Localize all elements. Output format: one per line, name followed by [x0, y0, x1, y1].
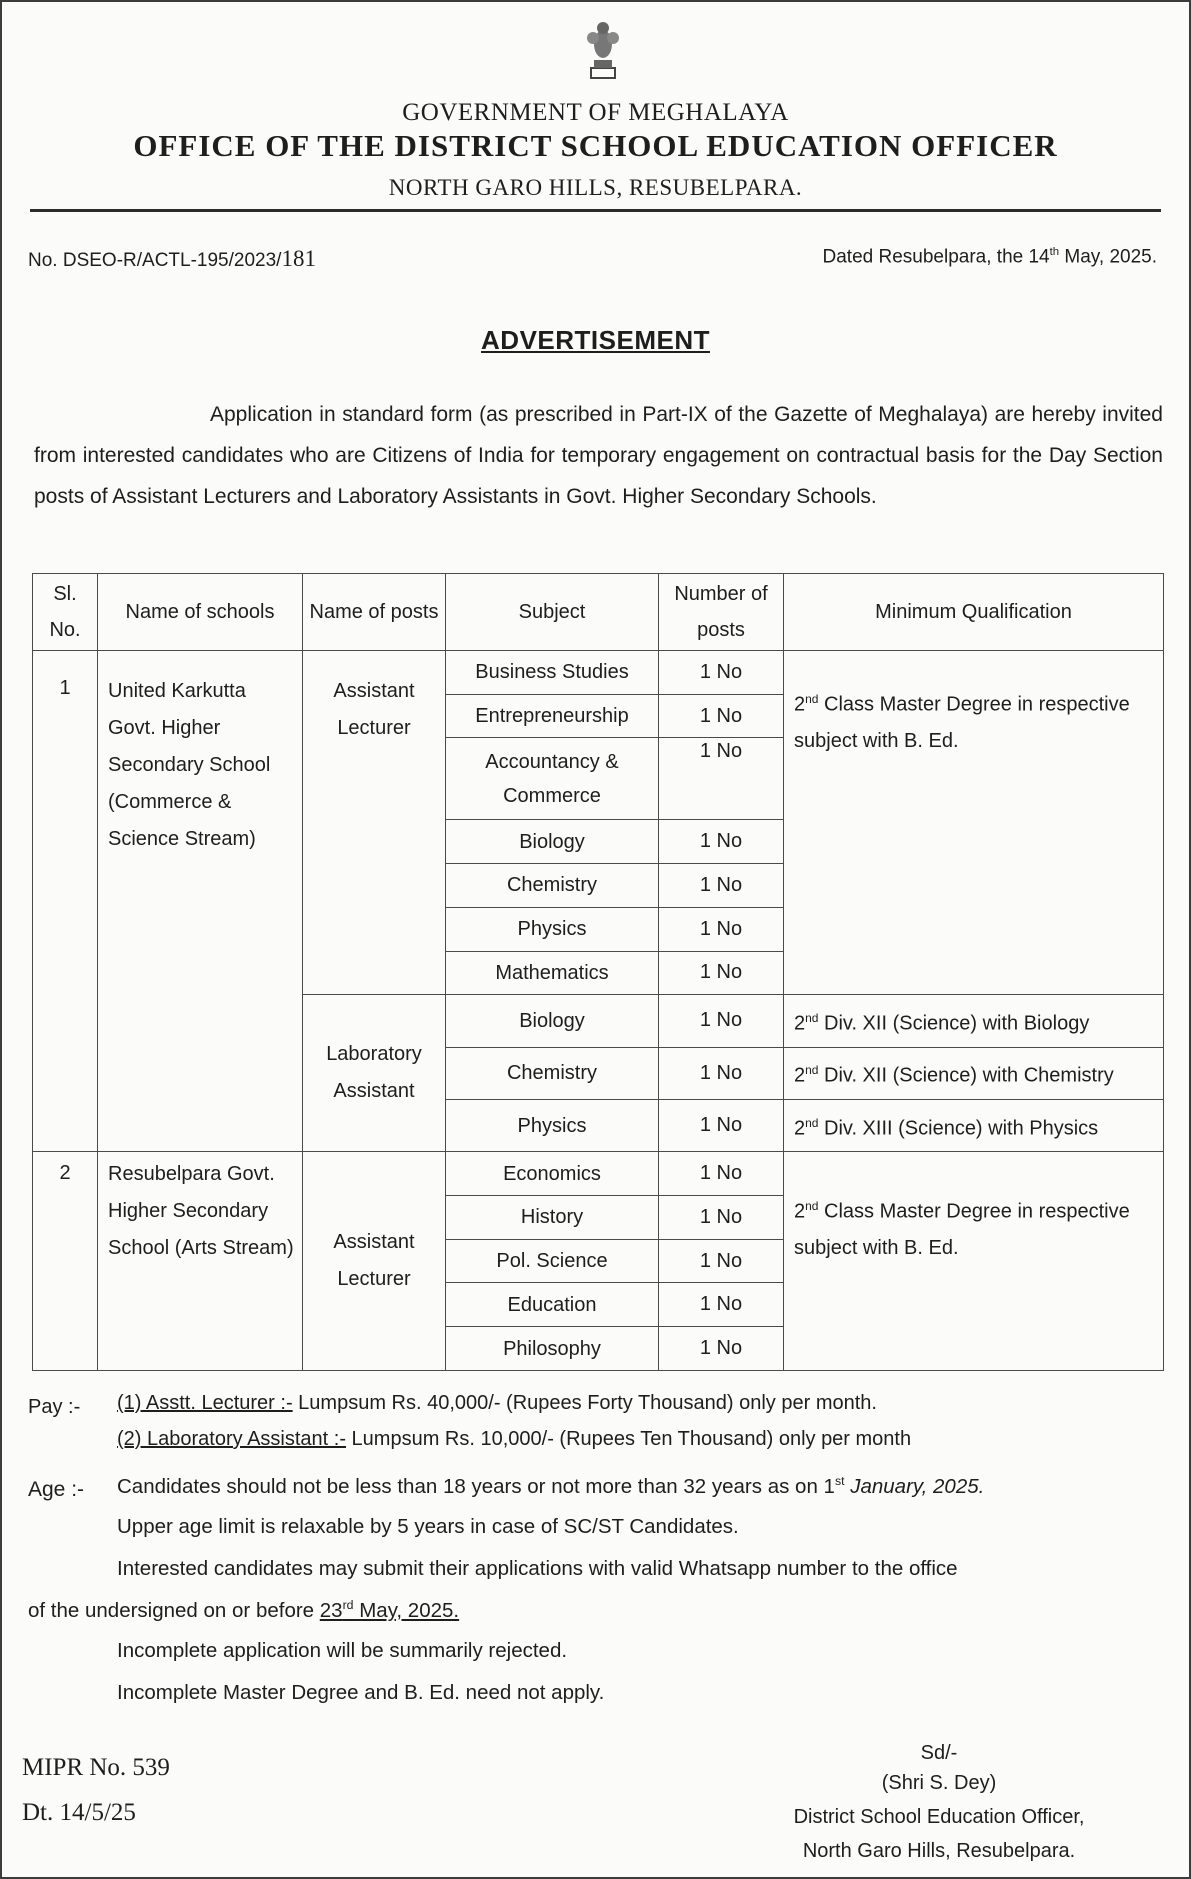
qual-sup: nd — [805, 1063, 819, 1078]
subject-cell: Mathematics — [446, 951, 659, 995]
dated-line — [823, 246, 1157, 268]
header-rule — [30, 209, 1161, 212]
age-line-2: Upper age limit is relaxable by 5 years in case of SC/ST Candidates. — [117, 1515, 739, 1538]
header-sl: Sl. No. — [33, 574, 98, 651]
age-label: Age :- — [28, 1478, 85, 1501]
advertisement-title: ADVERTISEMENT — [481, 325, 710, 355]
subject-cell: History — [446, 1195, 659, 1239]
mipr-date: Dt. 14/5/25 — [22, 1799, 136, 1826]
qual-text: Class Master Degree in respective subject with B. Ed. — [794, 693, 1130, 752]
school-2-post-assistant-lecturer: Assistant Lecturer — [303, 1152, 446, 1371]
age-line-4 — [28, 1598, 459, 1623]
qual-pre: 2 — [794, 693, 806, 716]
count-cell: 1 No — [659, 995, 784, 1047]
subject-cell: Entrepreneurship — [446, 694, 659, 738]
qualification-cell — [784, 1047, 1164, 1099]
qual-sup: nd — [805, 692, 819, 706]
signature-designation: District School Education Officer, — [793, 1806, 1085, 1828]
count-cell: 1 No — [659, 864, 784, 908]
government-name: GOVERNMENT OF MEGHALAYA — [402, 99, 789, 126]
signature-name: (Shri S. Dey) — [881, 1772, 997, 1794]
header-subject: Subject — [446, 574, 659, 651]
qual-pre: 2 — [794, 1200, 806, 1223]
school-1-sl: 1 — [33, 651, 98, 1152]
subject-cell: Chemistry — [446, 1047, 659, 1099]
count-cell: 1 No — [659, 694, 784, 738]
qual-pre: 2 — [794, 1117, 806, 1140]
subject-cell: Accountancy & Commerce — [446, 738, 659, 820]
subject-cell: Biology — [446, 820, 659, 864]
header-qualification: Minimum Qualification — [784, 574, 1164, 651]
count-cell: 1 No — [659, 1239, 784, 1283]
deadline-date-pre: 23 — [319, 1598, 343, 1622]
table-row — [33, 1152, 1164, 1196]
deadline-date — [320, 1599, 459, 1622]
school-1-post-lab-assistant: Laboratory Assistant — [303, 995, 446, 1152]
school-2-lecturer-qualification — [784, 1152, 1164, 1371]
subject-cell: Physics — [446, 1099, 659, 1151]
age-line1-sup: st — [834, 1474, 845, 1488]
pay-line-lab-assistant — [117, 1428, 911, 1451]
count-cell: 1 No — [659, 907, 784, 951]
count-cell: 1 No — [659, 1047, 784, 1099]
age-line4-pre: of the undersigned on or before — [28, 1598, 320, 1622]
mipr-number: MIPR No. 539 — [22, 1754, 170, 1781]
count-cell: 1 No — [659, 738, 784, 820]
count-cell: 1 No — [659, 951, 784, 995]
reference-number — [28, 246, 316, 272]
pay-line2-text: Lumpsum Rs. 10,000/- (Rupees Ten Thousand) only per month — [345, 1428, 912, 1450]
age-line-3: Interested candidates may submit their applications with valid Whatsapp number to the office — [117, 1557, 958, 1580]
deadline-date-sup: rd — [342, 1598, 354, 1612]
count-cell: 1 No — [659, 1099, 784, 1151]
count-cell: 1 No — [659, 1195, 784, 1239]
subject-cell: Economics — [446, 1152, 659, 1196]
pay-label: Pay :- — [28, 1396, 81, 1418]
header-post: Name of posts — [303, 574, 446, 651]
count-cell: 1 No — [659, 1152, 784, 1196]
count-cell: 1 No — [659, 651, 784, 695]
pay-line2-label: (2) Laboratory Assistant :- — [117, 1428, 346, 1450]
school-1-post-assistant-lecturer: Assistant Lecturer — [303, 651, 446, 995]
school-2-name: Resubelpara Govt. Higher Secondary School (Arts Stream) — [98, 1152, 303, 1371]
qual-text: Div. XII (Science) with Biology — [818, 1012, 1090, 1035]
header-school: Name of schools — [98, 574, 303, 651]
state-emblem-icon — [581, 20, 625, 82]
pay-line1-label: (1) Asstt. Lecturer :- — [117, 1392, 293, 1414]
deadline-date-post: May, 2025. — [353, 1598, 460, 1622]
subject-cell: Physics — [446, 907, 659, 951]
office-location: NORTH GARO HILLS, RESUBELPARA. — [388, 175, 803, 200]
dated-sup: th — [1049, 246, 1060, 258]
header-number: Number of posts — [659, 574, 784, 651]
posts-table — [32, 573, 1164, 1371]
school-2-sl: 2 — [33, 1152, 98, 1371]
qual-text: Div. XII (Science) with Chemistry — [818, 1065, 1114, 1088]
school-1-name: United Karkutta Govt. Higher Secondary School (Commerce & Science Stream) — [98, 651, 303, 1152]
subject-cell: Philosophy — [446, 1327, 659, 1371]
age-line-6: Incomplete Master Degree and B. Ed. need not apply. — [117, 1681, 605, 1704]
subject-cell: Chemistry — [446, 864, 659, 908]
school-1-lecturer-qualification — [784, 651, 1164, 995]
subject-cell: Education — [446, 1283, 659, 1327]
intro-paragraph: Application in standard form (as prescribed in Part-IX of the Gazette of Meghalaya) are hereby invited from interested candidates who are Citizens of India for temporary engagement on contractual basis for the Day Section posts of Assistant Lecturers and Laboratory Assistants in Govt. Higher Secondary Schools. — [34, 403, 1163, 508]
qual-sup: nd — [805, 1115, 819, 1130]
count-cell: 1 No — [659, 820, 784, 864]
qual-text: Class Master Degree in respective subject with B. Ed. — [794, 1200, 1130, 1259]
qualification-cell — [784, 995, 1164, 1047]
age-line-5: Incomplete application will be summarily rejected. — [117, 1639, 568, 1662]
reference-number-tail: 181 — [281, 246, 316, 271]
qual-text: Div. XIII (Science) with Physics — [818, 1117, 1099, 1140]
dated-prefix: Dated Resubelpara, the 14 — [822, 246, 1050, 268]
signature-place: North Garo Hills, Resubelpara. — [802, 1840, 1076, 1862]
dated-suffix: May, 2025. — [1059, 246, 1157, 268]
subject-cell: Pol. Science — [446, 1239, 659, 1283]
subject-cell: Biology — [446, 995, 659, 1047]
count-cell: 1 No — [659, 1327, 784, 1371]
age-line1-pre: Candidates should not be less than 18 years or not more than 32 years as on 1 — [117, 1474, 835, 1498]
qual-pre: 2 — [794, 1012, 806, 1035]
age-line-1 — [117, 1474, 984, 1499]
qual-sup: nd — [805, 1199, 819, 1214]
signature-sd: Sd/- — [920, 1742, 958, 1764]
qual-sup: nd — [805, 1011, 819, 1026]
office-name: OFFICE OF THE DISTRICT SCHOOL EDUCATION OFFICER — [133, 128, 1058, 163]
table-header-row — [33, 574, 1164, 651]
qualification-cell — [784, 1099, 1164, 1151]
pay-line1-text: Lumpsum Rs. 40,000/- (Rupees Forty Thousand) only per month. — [292, 1392, 877, 1414]
count-cell: 1 No — [659, 1283, 784, 1327]
qual-pre: 2 — [794, 1065, 806, 1088]
subject-cell: Business Studies — [446, 651, 659, 695]
reference-number-text: No. DSEO-R/ACTL-195/2023/ — [28, 250, 282, 271]
pay-line-lecturer — [117, 1392, 877, 1415]
table-row — [33, 651, 1164, 695]
age-line1-post: January, 2025. — [844, 1474, 985, 1498]
